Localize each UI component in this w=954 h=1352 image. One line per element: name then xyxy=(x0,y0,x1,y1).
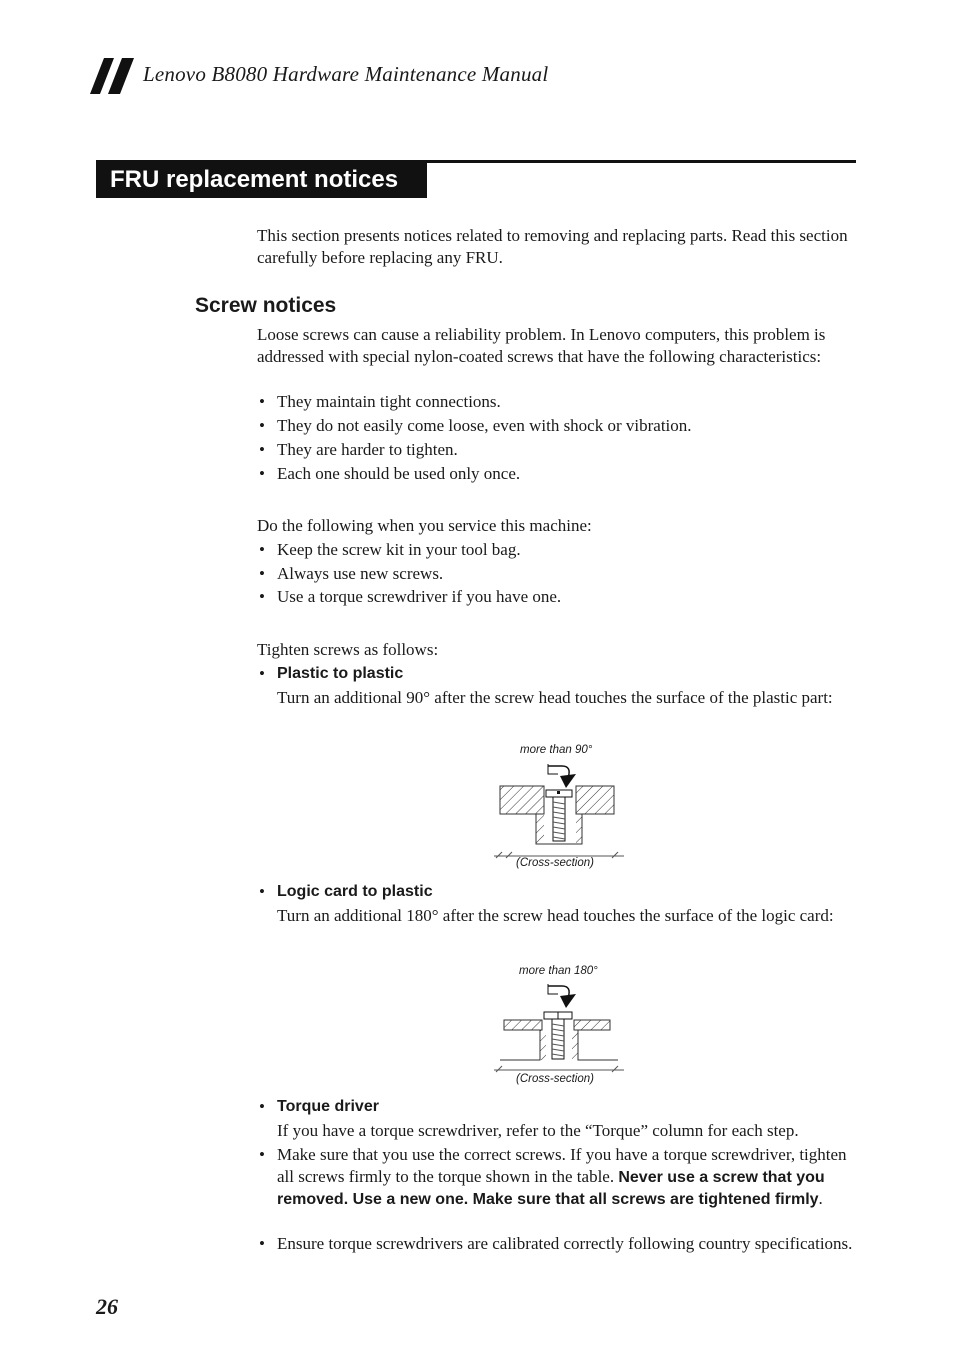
service-intro: Do the following when you service this machine: xyxy=(257,516,592,535)
plastic-text: Turn an additional 90° after the screw head touches the surface of the plastic part: xyxy=(277,688,833,707)
figure-caption-bottom: (Cross-section) xyxy=(516,857,594,869)
logic-text: Turn an additional 180° after the screw head touches the surface of the logic card: xyxy=(277,906,834,925)
torque-text: If you have a torque screwdriver, refer to the “Torque” column for each step. xyxy=(277,1121,799,1140)
screw-notices-paragraph: Loose screws can cause a reliability problem. In Lenovo computers, this problem is addressed with special nylon-coated screws that have the following characteristics: xyxy=(257,325,826,366)
page-number: 26 xyxy=(96,1294,118,1319)
logic-card-screw-figure xyxy=(492,980,626,1074)
figure-caption-top: more than 180° xyxy=(519,965,598,977)
screw-notices-heading: Screw notices xyxy=(195,294,337,317)
intro-paragraph: This section presents notices related to removing and replacing parts. Read this section carefully before replacing any FRU. xyxy=(257,226,848,267)
figure-caption-top: more than 90° xyxy=(520,744,593,756)
manual-logo-icon xyxy=(90,58,136,94)
plastic-screw-figure xyxy=(492,758,626,860)
make-sure-text: Make sure that you use the correct screws. If you have a torque screwdriver, tighten all screws firmly to the torque shown in the table. xyxy=(277,1145,847,1186)
figure-caption-bottom: (Cross-section) xyxy=(516,1073,594,1085)
section-title: FRU replacement notices xyxy=(110,166,399,193)
tighten-intro: Tighten screws as follows: xyxy=(257,640,439,659)
make-sure-warning: Never use a screw that you removed. Use a new one. Make sure that all screws are tightened firmly xyxy=(277,1168,825,1208)
header-title: Lenovo B8080 Hardware Maintenance Manual xyxy=(143,62,549,86)
